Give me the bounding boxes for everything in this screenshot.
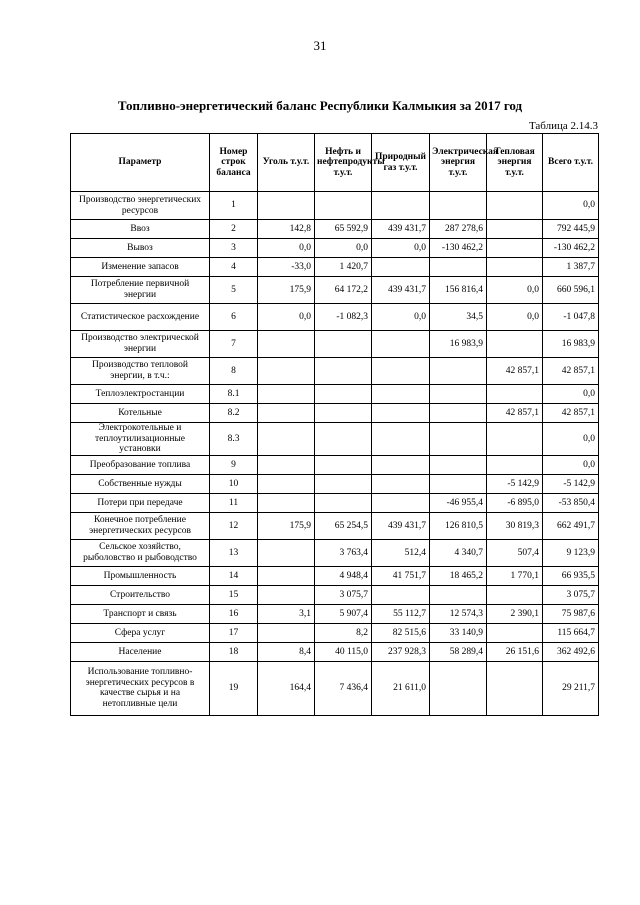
cell-oil: 64 172,2: [315, 277, 372, 304]
cell-electricity: 4 340,7: [430, 539, 487, 566]
cell-param: Статистическое расхождение: [71, 304, 210, 331]
table-row: [71, 220, 599, 239]
cell-total: 9 123,9: [543, 539, 599, 566]
cell-oil: 4 948,4: [315, 566, 372, 585]
cell-gas: [372, 585, 430, 604]
cell-total: 42 857,1: [543, 358, 599, 385]
header-total: Всего т.у.т.: [543, 134, 599, 192]
cell-coal: [258, 585, 315, 604]
cell-row-number: 2: [210, 220, 258, 239]
cell-row-number: 15: [210, 585, 258, 604]
cell-param: Население: [71, 642, 210, 661]
cell-gas: [372, 385, 430, 404]
cell-heat: 30 819,3: [487, 512, 543, 539]
cell-coal: 0,0: [258, 304, 315, 331]
cell-param: Потери при передаче: [71, 493, 210, 512]
cell-heat: -6 895,0: [487, 493, 543, 512]
cell-heat: [487, 585, 543, 604]
cell-heat: -5 142,9: [487, 474, 543, 493]
cell-oil: 1 420,7: [315, 258, 372, 277]
cell-heat: 42 857,1: [487, 358, 543, 385]
cell-param: Котельные: [71, 404, 210, 423]
cell-heat: [487, 385, 543, 404]
cell-row-number: 7: [210, 331, 258, 358]
cell-heat: [487, 258, 543, 277]
cell-gas: 21 611,0: [372, 661, 430, 715]
cell-total: 0,0: [543, 385, 599, 404]
cell-gas: [372, 258, 430, 277]
cell-total: 3 075,7: [543, 585, 599, 604]
cell-param: Строительство: [71, 585, 210, 604]
cell-row-number: 8.3: [210, 423, 258, 456]
cell-electricity: 33 140,9: [430, 623, 487, 642]
cell-param: Теплоэлектростанции: [71, 385, 210, 404]
cell-electricity: 156 816,4: [430, 277, 487, 304]
table-row: [71, 585, 599, 604]
cell-total: 1 387,7: [543, 258, 599, 277]
cell-gas: 41 751,7: [372, 566, 430, 585]
cell-heat: 2 390,1: [487, 604, 543, 623]
table-row: [71, 512, 599, 539]
table-row: [71, 566, 599, 585]
cell-oil: 3 075,7: [315, 585, 372, 604]
cell-total: -5 142,9: [543, 474, 599, 493]
cell-param: Производство электрической энергии: [71, 331, 210, 358]
cell-coal: [258, 358, 315, 385]
cell-electricity: -130 462,2: [430, 239, 487, 258]
cell-oil: [315, 423, 372, 456]
cell-oil: 0,0: [315, 239, 372, 258]
cell-gas: 439 431,7: [372, 512, 430, 539]
cell-oil: 40 115,0: [315, 642, 372, 661]
cell-coal: [258, 623, 315, 642]
cell-gas: [372, 358, 430, 385]
cell-gas: [372, 474, 430, 493]
cell-electricity: [430, 358, 487, 385]
cell-electricity: [430, 661, 487, 715]
cell-param: Собственные нужды: [71, 474, 210, 493]
cell-oil: [315, 385, 372, 404]
cell-heat: 507,4: [487, 539, 543, 566]
table-row: [71, 277, 599, 304]
cell-oil: 65 254,5: [315, 512, 372, 539]
table-row: [71, 404, 599, 423]
cell-electricity: [430, 474, 487, 493]
table-label: Таблица 2.14.3: [528, 120, 598, 132]
cell-electricity: 18 465,2: [430, 566, 487, 585]
cell-electricity: [430, 423, 487, 456]
cell-total: -1 047,8: [543, 304, 599, 331]
cell-coal: 175,9: [258, 512, 315, 539]
cell-total: 42 857,1: [543, 404, 599, 423]
cell-param: Производство энергетических ресурсов: [71, 192, 210, 220]
cell-total: 0,0: [543, 423, 599, 456]
cell-row-number: 6: [210, 304, 258, 331]
cell-gas: [372, 331, 430, 358]
table-row: [71, 539, 599, 566]
cell-heat: [487, 239, 543, 258]
cell-param: Конечное потребление энергетических ресурсов: [71, 512, 210, 539]
cell-oil: [315, 331, 372, 358]
header-oil: Нефть и нефтепродукты т.у.т.: [315, 134, 372, 192]
cell-oil: 3 763,4: [315, 539, 372, 566]
table-row: [71, 358, 599, 385]
cell-total: 16 983,9: [543, 331, 599, 358]
cell-gas: 512,4: [372, 539, 430, 566]
cell-electricity: -46 955,4: [430, 493, 487, 512]
cell-gas: [372, 192, 430, 220]
table-row: [71, 493, 599, 512]
cell-electricity: 58 289,4: [430, 642, 487, 661]
cell-heat: [487, 423, 543, 456]
cell-coal: 0,0: [258, 239, 315, 258]
cell-total: 75 987,6: [543, 604, 599, 623]
page-title: Топливно-энергетический баланс Республики Калмыкия за 2017 год: [117, 98, 523, 113]
cell-gas: 0,0: [372, 239, 430, 258]
table-row: [71, 623, 599, 642]
cell-gas: [372, 423, 430, 456]
cell-param: Производство тепловой энергии, в т.ч.:: [71, 358, 210, 385]
header-heat: Тепловая энергия т.у.т.: [487, 134, 543, 192]
header-electricity: Электрическая энергия т.у.т.: [430, 134, 487, 192]
cell-row-number: 17: [210, 623, 258, 642]
cell-param: Ввоз: [71, 220, 210, 239]
table-row: [71, 642, 599, 661]
cell-total: 362 492,6: [543, 642, 599, 661]
cell-row-number: 3: [210, 239, 258, 258]
cell-param: Вывоз: [71, 239, 210, 258]
cell-gas: 439 431,7: [372, 220, 430, 239]
cell-heat: [487, 331, 543, 358]
cell-param: Использование топливно-энергетических ресурсов в качестве сырья и на нетопливные цели: [71, 661, 210, 715]
cell-row-number: 10: [210, 474, 258, 493]
table-row: [71, 192, 599, 220]
cell-oil: [315, 455, 372, 474]
cell-electricity: [430, 585, 487, 604]
cell-row-number: 1: [210, 192, 258, 220]
cell-total: 66 935,5: [543, 566, 599, 585]
cell-coal: 142,8: [258, 220, 315, 239]
table-body: [71, 192, 599, 716]
cell-total: 0,0: [543, 455, 599, 474]
cell-electricity: 34,5: [430, 304, 487, 331]
cell-heat: [487, 455, 543, 474]
cell-coal: -33,0: [258, 258, 315, 277]
cell-gas: [372, 493, 430, 512]
header-param: Параметр: [71, 134, 210, 192]
cell-total: 29 211,7: [543, 661, 599, 715]
cell-coal: [258, 455, 315, 474]
cell-oil: [315, 192, 372, 220]
cell-coal: 3,1: [258, 604, 315, 623]
cell-oil: [315, 404, 372, 423]
cell-coal: 8,4: [258, 642, 315, 661]
table-row: [71, 474, 599, 493]
cell-coal: [258, 385, 315, 404]
cell-total: -130 462,2: [543, 239, 599, 258]
cell-row-number: 13: [210, 539, 258, 566]
table-row: [71, 258, 599, 277]
cell-coal: [258, 192, 315, 220]
cell-total: 660 596,1: [543, 277, 599, 304]
cell-oil: 8,2: [315, 623, 372, 642]
cell-oil: 65 592,9: [315, 220, 372, 239]
cell-coal: [258, 423, 315, 456]
table-row: [71, 423, 599, 456]
cell-gas: 237 928,3: [372, 642, 430, 661]
cell-param: Транспорт и связь: [71, 604, 210, 623]
cell-electricity: [430, 385, 487, 404]
cell-total: 115 664,7: [543, 623, 599, 642]
cell-oil: 5 907,4: [315, 604, 372, 623]
cell-param: Изменение запасов: [71, 258, 210, 277]
cell-param: Сельское хозяйство, рыболовство и рыбоводство: [71, 539, 210, 566]
cell-row-number: 16: [210, 604, 258, 623]
cell-row-number: 11: [210, 493, 258, 512]
cell-heat: 0,0: [487, 277, 543, 304]
table-row: [71, 239, 599, 258]
cell-heat: [487, 661, 543, 715]
cell-electricity: [430, 192, 487, 220]
cell-gas: 439 431,7: [372, 277, 430, 304]
cell-heat: [487, 623, 543, 642]
cell-row-number: 12: [210, 512, 258, 539]
table-row: [71, 304, 599, 331]
cell-row-number: 14: [210, 566, 258, 585]
cell-electricity: 126 810,5: [430, 512, 487, 539]
cell-param: Сфера услуг: [71, 623, 210, 642]
cell-param: Электрокотельные и теплоутилизационные установки: [71, 423, 210, 456]
cell-coal: [258, 539, 315, 566]
cell-row-number: 4: [210, 258, 258, 277]
cell-param: Потребление первичной энергии: [71, 277, 210, 304]
cell-coal: 175,9: [258, 277, 315, 304]
cell-heat: 26 151,6: [487, 642, 543, 661]
cell-electricity: [430, 404, 487, 423]
cell-electricity: [430, 258, 487, 277]
table-row: [71, 455, 599, 474]
cell-total: 792 445,9: [543, 220, 599, 239]
cell-gas: 82 515,6: [372, 623, 430, 642]
cell-row-number: 18: [210, 642, 258, 661]
cell-row-number: 9: [210, 455, 258, 474]
header-gas: Природный газ т.у.т.: [372, 134, 430, 192]
page-number: 31: [313, 38, 327, 53]
cell-oil: -1 082,3: [315, 304, 372, 331]
cell-row-number: 8.2: [210, 404, 258, 423]
cell-coal: [258, 331, 315, 358]
cell-oil: [315, 474, 372, 493]
table-row: [71, 385, 599, 404]
cell-heat: [487, 220, 543, 239]
cell-electricity: 12 574,3: [430, 604, 487, 623]
cell-heat: 42 857,1: [487, 404, 543, 423]
cell-gas: 55 112,7: [372, 604, 430, 623]
cell-heat: 1 770,1: [487, 566, 543, 585]
cell-oil: [315, 493, 372, 512]
cell-electricity: 16 983,9: [430, 331, 487, 358]
cell-coal: [258, 566, 315, 585]
table-row: [71, 331, 599, 358]
energy-balance-table: [70, 133, 599, 716]
cell-param: Промышленность: [71, 566, 210, 585]
cell-gas: 0,0: [372, 304, 430, 331]
cell-row-number: 8: [210, 358, 258, 385]
cell-electricity: 287 278,6: [430, 220, 487, 239]
cell-gas: [372, 404, 430, 423]
cell-electricity: [430, 455, 487, 474]
cell-total: 662 491,7: [543, 512, 599, 539]
cell-coal: [258, 493, 315, 512]
cell-oil: [315, 358, 372, 385]
cell-row-number: 5: [210, 277, 258, 304]
cell-total: -53 850,4: [543, 493, 599, 512]
table-header-row: [71, 134, 599, 192]
cell-total: 0,0: [543, 192, 599, 220]
table-row: [71, 604, 599, 623]
header-row-number: Номер строк баланса: [210, 134, 258, 192]
cell-heat: [487, 192, 543, 220]
cell-coal: 164,4: [258, 661, 315, 715]
cell-coal: [258, 404, 315, 423]
table-row: [71, 661, 599, 715]
cell-heat: 0,0: [487, 304, 543, 331]
cell-coal: [258, 474, 315, 493]
cell-row-number: 19: [210, 661, 258, 715]
cell-param: Преобразование топлива: [71, 455, 210, 474]
cell-row-number: 8.1: [210, 385, 258, 404]
header-coal: Уголь т.у.т.: [258, 134, 315, 192]
cell-oil: 7 436,4: [315, 661, 372, 715]
cell-gas: [372, 455, 430, 474]
